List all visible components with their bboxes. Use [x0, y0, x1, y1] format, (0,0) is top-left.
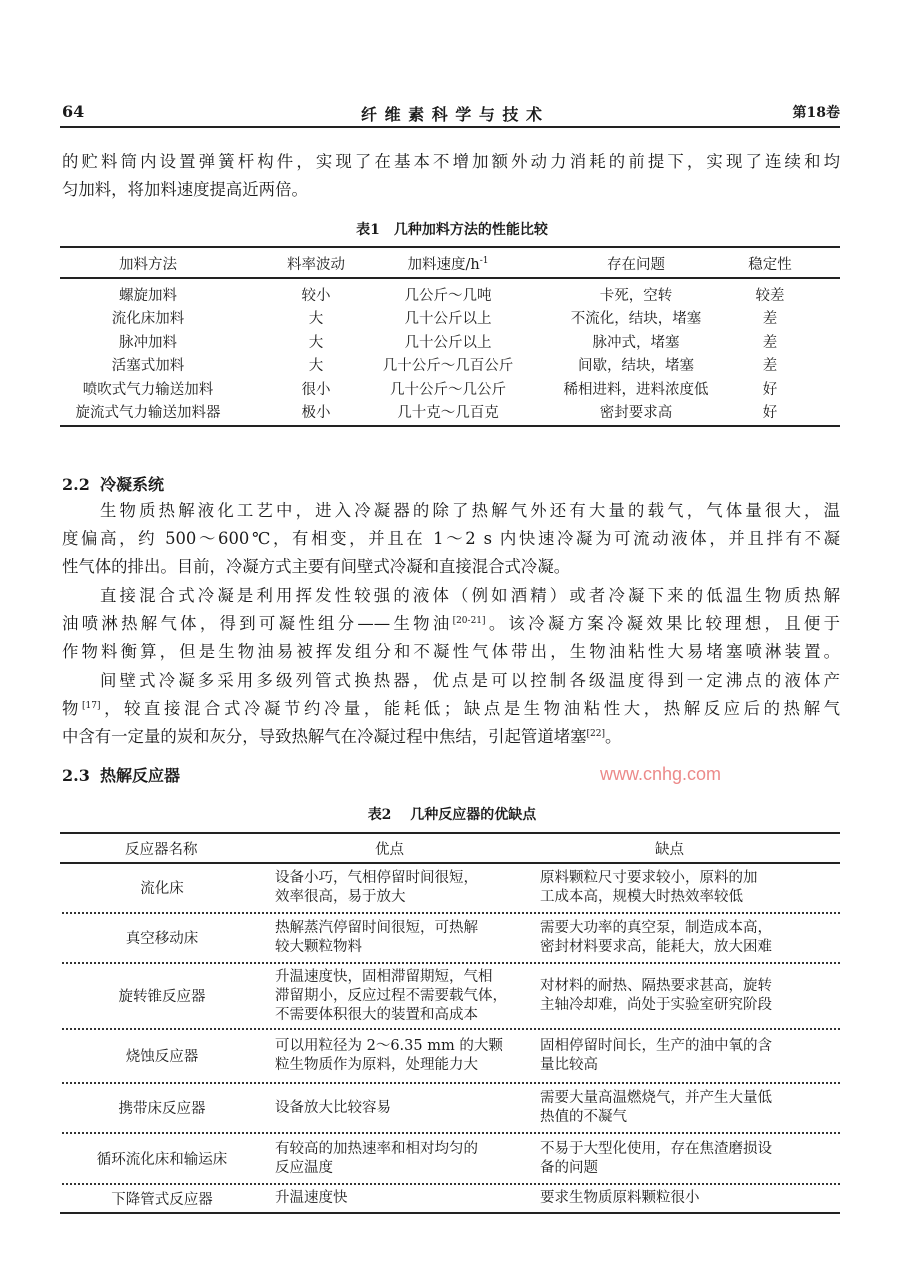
table-cell: 较差 [755, 288, 785, 304]
advantage-text: 有较高的加热速率和相对均匀的 [275, 1140, 478, 1157]
reactor-name: 旋转锥反应器 [118, 989, 206, 1005]
table-cell: 密封要求高 [599, 405, 673, 421]
disadvantage-text: 原料颗粒尺寸要求较小，原料的加 [540, 870, 758, 886]
body-text-line: 间壁式冷凝多采用多级列管式换热器，优点是可以控制各级温度得到一定沸点的液体产 [100, 671, 840, 690]
table-cell: 不流化，结块，堵塞 [570, 311, 702, 328]
table-cell: 几公斤～几吨 [404, 288, 492, 304]
disadvantage-text: 需要大量高温燃烧气，并产生大量低 [540, 1090, 772, 1106]
volume-label: 第18卷 [792, 105, 840, 121]
page-number: 64 [62, 102, 85, 121]
citation: [17] [82, 701, 101, 711]
table-cell: 大 [308, 311, 324, 328]
row-divider [62, 1132, 840, 1134]
citation: [22] [586, 729, 605, 739]
table-cell: 活塞式加料 [111, 358, 185, 375]
disadvantage-text: 需要大功率的真空泵，制造成本高， [540, 920, 772, 936]
table-cell: 差 [762, 334, 778, 351]
table-cell: 卡死，空转 [599, 288, 673, 304]
journal-title: 纤 维 素 科 学 与 技 术 [361, 105, 543, 124]
advantage-text: 可以用粒径为 2～6.35 mm 的大颗 [275, 1038, 503, 1054]
advantage-text: 升温速度快 [275, 1190, 348, 1206]
body-text-line: 匀加料，将加料速度提高近两倍。 [62, 180, 308, 199]
disadvantage-text: 不易于大型化使用，存在焦渣磨损设 [540, 1140, 772, 1157]
citation: [20-21] [452, 616, 486, 626]
table-cell: 稀相进料，进料浓度低 [563, 381, 709, 398]
table-header: 缺点 [655, 842, 684, 858]
table-cell: 好 [762, 405, 778, 421]
body-text-line: 作物料衡算，但是生物油易被挥发组分和不凝性气体带出，生物油粘性大易堵塞喷淋装置。 [62, 642, 840, 661]
disadvantage-text: 对材料的耐热、隔热要求甚高，旋转 [540, 978, 772, 994]
advantage-text: 反应温度 [275, 1159, 333, 1176]
section-number: 2.3 [62, 766, 90, 785]
disadvantage-text: 主轴冷却难，尚处于实验室研究阶段 [540, 997, 772, 1013]
reactor-name: 携带床反应器 [118, 1101, 206, 1117]
table-top-rule [60, 832, 840, 834]
table-header-rule [60, 277, 840, 279]
table-cell: 喷吹式气力输送加料 [82, 381, 214, 398]
row-divider [62, 962, 840, 964]
body-text-line: 的贮料筒内设置弹簧杆构件，实现了在基本不增加额外动力消耗的前提下，实现了连续和均 [62, 152, 840, 171]
table-header: 优点 [375, 842, 404, 858]
header-rule [60, 126, 840, 128]
body-text-line [62, 697, 840, 721]
table-cell: 螺旋加料 [119, 288, 177, 304]
advantage-text: 热解蒸汽停留时间很短，可热解 [275, 920, 478, 936]
reactor-name: 循环流化床和输运床 [96, 1151, 228, 1168]
table-header-rule [60, 862, 840, 864]
section-heading [62, 472, 164, 495]
advantage-text: 设备放大比较容易 [275, 1099, 391, 1116]
row-divider [62, 1082, 840, 1084]
reactor-name: 下降管式反应器 [111, 1191, 213, 1208]
table-cell: 几十克～几百克 [397, 405, 499, 421]
table-cell: 差 [762, 311, 778, 328]
table-cell: 极小 [301, 405, 331, 421]
row-divider [62, 912, 840, 914]
section-title: 热解反应器 [100, 766, 181, 785]
text-run: 油喷淋热解气体，得到可凝性组分——生物油 [62, 614, 453, 633]
disadvantage-text: 备的问题 [540, 1159, 598, 1176]
text-run: 。 [604, 727, 622, 746]
table-cell: 几十公斤以上 [404, 334, 492, 351]
table-header: 稳定性 [748, 257, 792, 273]
text-run: ，较直接混合式冷凝节约冷量，能耗低；缺点是生物油粘性大，热解反应后的热解气 [100, 699, 841, 718]
table-bottom-rule [60, 425, 840, 427]
table-header-sup: -1 [479, 256, 489, 266]
table-1-caption: 表1 几种加料方法的性能比较 [356, 222, 548, 238]
table-cell: 间歇，结块，堵塞 [578, 358, 694, 375]
table-cell: 流化床加料 [111, 311, 185, 328]
disadvantage-text: 热值的不凝气 [540, 1109, 627, 1125]
advantage-text: 不需要体积很大的装置和高成本 [275, 1006, 478, 1023]
table-cell: 脉冲式，堵塞 [592, 334, 680, 351]
table-2-caption: 表2 几种反应器的优缺点 [367, 807, 537, 823]
table-cell: 几十公斤～几公斤 [390, 381, 506, 398]
reactor-name: 流化床 [140, 881, 184, 897]
disadvantage-text: 固相停留时间长，生产的油中氧的含 [540, 1038, 772, 1054]
text-run: 。该冷凝方案冷凝效果比较理想，且便于 [485, 614, 841, 633]
table-header: 加料方法 [119, 257, 177, 273]
table-header-text: 加料速度/h [407, 257, 480, 273]
table-bottom-rule [60, 1212, 840, 1214]
body-text-line: 直接混合式冷凝是利用挥发性较强的液体（例如酒精）或者冷凝下来的低温生物质热解 [100, 586, 840, 605]
table-cell: 脉冲加料 [119, 334, 177, 351]
body-text-line: 性气体的排出。目前，冷凝方式主要有间壁式冷凝和直接混合式冷凝。 [62, 557, 571, 576]
body-text-line [62, 725, 840, 749]
table-cell: 几十公斤以上 [404, 311, 492, 328]
advantage-text: 滞留期小，反应过程不需要载气体， [275, 987, 507, 1004]
table-header [407, 253, 488, 274]
advantage-text: 升温速度快，固相滞留期短，气相 [275, 968, 493, 985]
table-top-rule [60, 246, 840, 248]
table-header: 存在问题 [607, 257, 665, 273]
disadvantage-text: 量比较高 [540, 1057, 598, 1073]
table-cell: 较小 [301, 288, 331, 304]
watermark: www.cnhg.com [600, 764, 722, 784]
section-heading [62, 763, 180, 786]
reactor-name: 烧蚀反应器 [125, 1049, 199, 1065]
table-cell: 好 [762, 381, 778, 398]
text-run: 物 [62, 699, 82, 718]
table-cell: 很小 [301, 381, 331, 398]
table-cell: 大 [308, 358, 324, 375]
disadvantage-text: 要求生物质原料颗粒很小 [540, 1190, 700, 1206]
table-header: 反应器名称 [125, 842, 198, 858]
reactor-name: 真空移动床 [125, 931, 199, 947]
advantage-text: 粒生物质作为原料，处理能力大 [275, 1057, 478, 1073]
table-cell: 大 [308, 334, 324, 351]
table-header: 料率波动 [287, 257, 345, 273]
text-run: 中含有一定量的炭和灰分，导致热解气在冷凝过程中焦结，引起管道堵塞 [62, 727, 587, 746]
section-title: 冷凝系统 [100, 475, 165, 494]
row-divider [62, 1183, 840, 1185]
row-divider [62, 1028, 840, 1030]
disadvantage-text: 密封材料要求高，能耗大，放大困难 [540, 939, 772, 955]
advantage-text: 较大颗粒物料 [275, 939, 362, 955]
table-cell: 几十公斤～几百公斤 [382, 358, 514, 375]
table-cell: 旋流式气力输送加料器 [75, 405, 221, 421]
advantage-text: 效率很高，易于放大 [275, 889, 406, 905]
body-text-line: 度偏高，约 500～600℃，有相变，并且在 1～2 s 内快速冷凝为可流动液体，并且拌有不凝 [62, 529, 840, 548]
body-text-line: 生物质热解液化工艺中，进入冷凝器的除了热解气外还有大量的载气，气体量很大，温 [100, 501, 840, 520]
table-cell: 差 [762, 358, 778, 375]
section-number: 2.2 [62, 475, 90, 494]
disadvantage-text: 工成本高，规模大时热效率较低 [540, 889, 743, 905]
advantage-text: 设备小巧，气相停留时间很短， [275, 870, 478, 886]
body-text-line [62, 612, 840, 636]
